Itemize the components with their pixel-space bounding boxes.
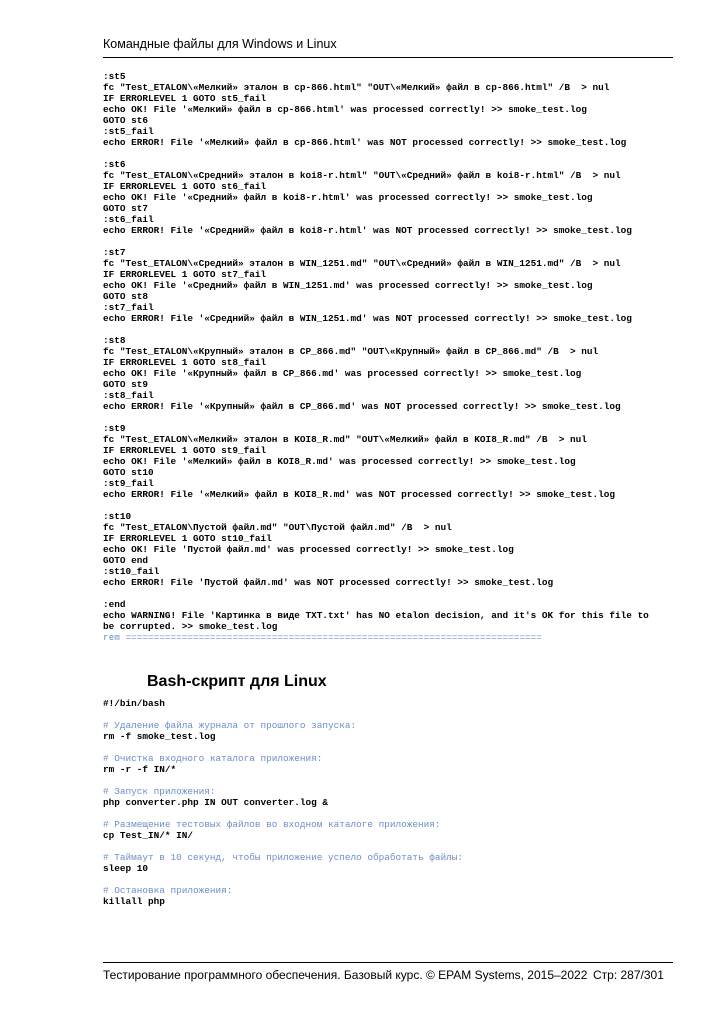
comment-line: # Удаление файла журнала от прошлого запуска: — [103, 720, 357, 731]
footer-divider — [103, 962, 673, 963]
code-line: fc "Test_ETALON\«Крупный» эталон в CP_866.md" "OUT\«Крупный» файл в CP_866.md" /B > nul — [103, 346, 599, 357]
code-line: IF ERRORLEVEL 1 GOTO st8_fail — [103, 357, 267, 368]
code-line: IF ERRORLEVEL 1 GOTO st9_fail — [103, 445, 267, 456]
code-line: :st10_fail — [103, 566, 160, 577]
batch-script-listing — [103, 71, 683, 643]
code-line: fc "Test_ETALON\«Средний» эталон в WIN_1251.md" "OUT\«Средний» файл в WIN_1251.md" /B > nul — [103, 258, 621, 269]
code-line: GOTO st7 — [103, 203, 149, 214]
code-line: :st7_fail — [103, 302, 154, 313]
comment-line: # Остановка приложения: — [103, 885, 233, 896]
code-line: :st6_fail — [103, 214, 154, 225]
bash-script-listing — [103, 698, 683, 907]
blank-line — [103, 324, 683, 335]
comment-line: # Очистка входного каталога приложения: — [103, 753, 323, 764]
code-line: echo OK! File '«Средний» файл в WIN_1251.md' was processed correctly! >> smoke_test.log — [103, 280, 593, 291]
command-line: killall php — [103, 896, 165, 907]
blank-line — [103, 236, 683, 247]
command-line: cp Test_IN/* IN/ — [103, 830, 194, 841]
code-line: :st5_fail — [103, 126, 154, 137]
code-line: fc "Test_ETALON\«Мелкий» эталон в KOI8_R.md" "OUT\«Мелкий» файл в KOI8_R.md" /B > nul — [103, 434, 587, 445]
code-line: echo OK! File 'Пустой файл.md' was processed correctly! >> smoke_test.log — [103, 544, 514, 555]
code-line: GOTO st10 — [103, 467, 154, 478]
comment-line: # Таймаут в 10 секунд, чтобы приложение успело обработать файлы: — [103, 852, 464, 863]
blank-line — [103, 588, 683, 599]
blank-line — [103, 148, 683, 159]
code-line: GOTO st9 — [103, 379, 149, 390]
code-line: :st9_fail — [103, 478, 154, 489]
code-line: :st8_fail — [103, 390, 154, 401]
code-line: :st5 — [103, 71, 126, 82]
footer-course-title: Тестирование программного обеспечения. Базовый курс. — [103, 968, 423, 982]
code-line: echo OK! File '«Мелкий» файл в KOI8_R.md' was processed correctly! >> smoke_test.log — [103, 456, 576, 467]
code-line: fc "Test_ETALON\Пустой файл.md" "OUT\Пустой файл.md" /B > nul — [103, 522, 452, 533]
code-line: :end — [103, 599, 126, 610]
comment-line: # Запуск приложения: — [103, 786, 216, 797]
code-line: IF ERRORLEVEL 1 GOTO st5_fail — [103, 93, 267, 104]
rem-comment-line: rem ========================================================================== — [103, 632, 542, 643]
blank-line — [103, 709, 683, 720]
shebang-line: #!/bin/bash — [103, 698, 165, 709]
code-line: GOTO end — [103, 555, 149, 566]
blank-line — [103, 874, 683, 885]
footer-copyright: © EPAM Systems, 2015–2022 — [426, 968, 588, 982]
code-line: echo ERROR! File '«Мелкий» файл в KOI8_R.md' was NOT processed correctly! >> smoke_test.log — [103, 489, 615, 500]
code-line: :st6 — [103, 159, 126, 170]
code-line: IF ERRORLEVEL 1 GOTO st7_fail — [103, 269, 267, 280]
code-line: echo ERROR! File '«Крупный» файл в CP_866.md' was NOT processed correctly! >> smoke_test.log — [103, 401, 621, 412]
code-line: echo OK! File '«Мелкий» файл в cp-866.html' was processed correctly! >> smoke_test.log — [103, 104, 587, 115]
code-line: GOTO st8 — [103, 291, 149, 302]
code-line: echo OK! File '«Крупный» файл в CP_866.md' was processed correctly! >> smoke_test.log — [103, 368, 582, 379]
code-line: echo WARNING! File 'Картинка в виде TXT.txt' has NO etalon decision, and it's OK for this file to — [103, 610, 649, 621]
code-line: IF ERRORLEVEL 1 GOTO st10_fail — [103, 533, 272, 544]
blank-line — [103, 808, 683, 819]
code-line: echo ERROR! File '«Средний» файл в koi8-r.html' was NOT processed correctly! >> smoke_test.log — [103, 225, 632, 236]
code-line: :st7 — [103, 247, 126, 258]
code-line: :st10 — [103, 511, 132, 522]
code-line: :st8 — [103, 335, 126, 346]
code-line: IF ERRORLEVEL 1 GOTO st6_fail — [103, 181, 267, 192]
command-line: rm -f smoke_test.log — [103, 731, 216, 742]
blank-line — [103, 412, 683, 423]
blank-line — [103, 500, 683, 511]
comment-line: # Размещение тестовых файлов во входном каталоге приложения: — [103, 819, 441, 830]
code-line: be corrupted. >> smoke_test.log — [103, 621, 278, 632]
header-divider — [103, 57, 673, 58]
footer-page-number: Стр: 287/301 — [593, 968, 664, 982]
code-line: :st9 — [103, 423, 126, 434]
code-line: echo ERROR! File 'Пустой файл.md' was NOT processed correctly! >> smoke_test.log — [103, 577, 554, 588]
code-line: fc "Test_ETALON\«Средний» эталон в koi8-r.html" "OUT\«Средний» файл в koi8-r.html" /B > nul — [103, 170, 621, 181]
code-line: echo ERROR! File '«Мелкий» файл в cp-866.html' was NOT processed correctly! >> smoke_test.log — [103, 137, 627, 148]
command-line: sleep 10 — [103, 863, 149, 874]
section-title: Bash-скрипт для Linux — [147, 673, 327, 690]
blank-line — [103, 775, 683, 786]
command-line: php converter.php IN OUT converter.log & — [103, 797, 329, 808]
blank-line — [103, 742, 683, 753]
page-header-title: Командные файлы для Windows и Linux — [103, 37, 337, 51]
command-line: rm -r -f IN/* — [103, 764, 177, 775]
code-line: GOTO st6 — [103, 115, 149, 126]
code-line: echo ERROR! File '«Средний» файл в WIN_1251.md' was NOT processed correctly! >> smoke_test.log — [103, 313, 632, 324]
blank-line — [103, 841, 683, 852]
code-line: fc "Test_ETALON\«Мелкий» эталон в cp-866.html" "OUT\«Мелкий» файл в cp-866.html" /B > nul — [103, 82, 610, 93]
code-line: echo OK! File '«Средний» файл в koi8-r.html' was processed correctly! >> smoke_test.log — [103, 192, 593, 203]
